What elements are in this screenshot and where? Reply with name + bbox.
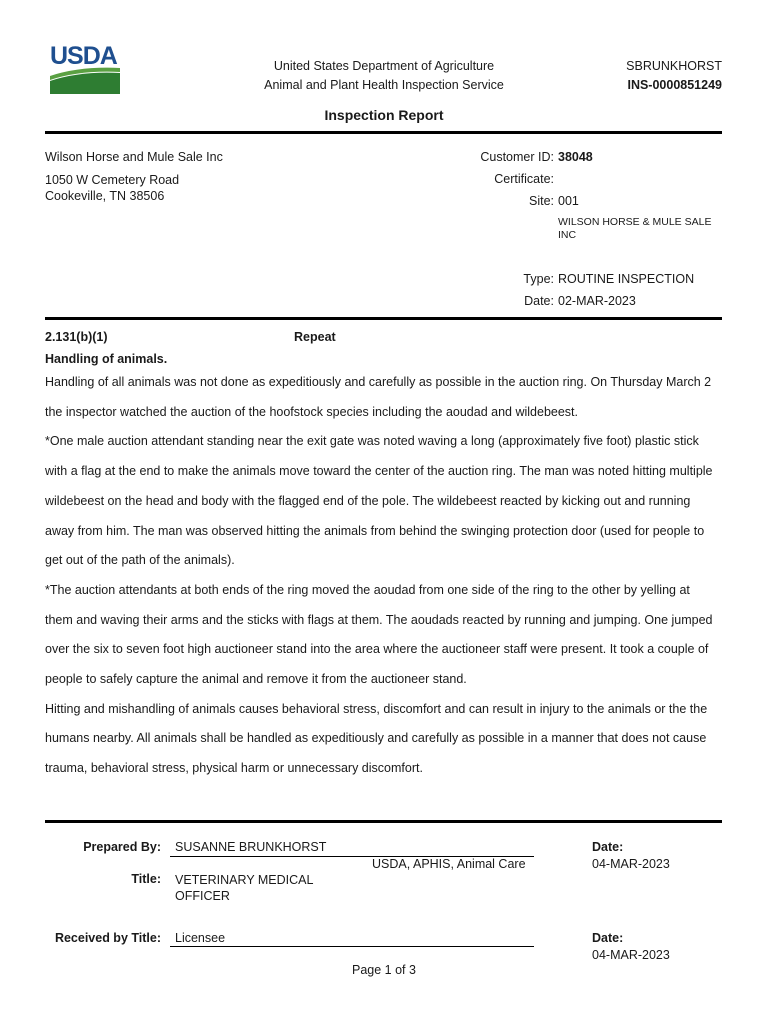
usda-logo-text: USDA <box>50 42 117 70</box>
header-divider <box>45 131 722 134</box>
narrative-line: *The auction attendants at both ends of the ring moved the aoudad from one side of the ring to the other by yelling at <box>45 582 690 597</box>
report-title: Inspection Report <box>324 107 444 123</box>
received-by-underline <box>170 946 534 947</box>
prepared-by-label: Prepared By: <box>83 840 161 854</box>
prepared-date-label: Date: <box>592 840 624 854</box>
report-id-block <box>560 57 722 95</box>
inspection-number: INS-0000851249 <box>627 78 722 92</box>
narrative-line: Hitting and mishandling of animals causes behavioral stress, discomfort and can result in injury to the animals or the the <box>45 701 708 716</box>
meta-divider <box>45 317 722 320</box>
facility-name: Wilson Horse and Mule Sale Inc <box>45 150 223 164</box>
narrative-line: humans nearby. All animals shall be handled as expeditiously and carefully as possible in a manner that does not cause <box>45 731 707 746</box>
user-id: SBRUNKHORST <box>626 59 722 73</box>
citation-title: Handling of animals. <box>45 352 168 366</box>
usda-logo <box>50 44 120 94</box>
prepared-date: 04-MAR-2023 <box>592 857 670 871</box>
received-date-label: Date: <box>592 931 624 945</box>
site-label: Site: <box>528 194 554 208</box>
received-by-value: Licensee <box>175 931 226 945</box>
agency-service: Animal and Plant Health Inspection Service <box>264 78 504 92</box>
title-label: Title: <box>131 872 161 886</box>
officer-title-line1: VETERINARY MEDICAL <box>175 873 314 887</box>
prepared-by-name: SUSANNE BRUNKHORST <box>175 840 327 854</box>
officer-title-line2: OFFICER <box>175 889 230 903</box>
officer-title <box>175 872 313 904</box>
narrative-line: away from him. The man was observed hitting the animals from behind the swinging protection door (used for people to <box>45 523 705 538</box>
inspection-date: 02-MAR-2023 <box>558 294 636 308</box>
footer-divider <box>45 820 722 823</box>
narrative-line: trauma, behavioral stress, physical harm or unnecessary discomfort. <box>45 761 423 776</box>
page-number: Page 1 of 3 <box>352 963 416 977</box>
narrative-line: over the six to seven foot high auctioneer stand into the area where the auctioneer staff were present. It took a couple of <box>45 642 709 657</box>
narrative-line: Handling of all animals was not done as expeditiously and carefully as possible in the auction ring. On Thursday March 2 <box>45 375 712 389</box>
facility-address <box>45 172 179 204</box>
narrative-line: with a flag at the end to make the animals move toward the center of the auction ring. The man was noted hitting multiple <box>45 464 713 479</box>
received-by-label: Received by Title: <box>54 931 161 945</box>
date-label: Date: <box>524 294 554 308</box>
inspection-type: ROUTINE INSPECTION <box>558 272 695 286</box>
narrative-line: wildebeest on the head and body with the flagged end of the pole. The wildebeest reacted by kicking out and running <box>45 493 691 508</box>
narrative-line: *One male auction attendant standing near the exit gate was noted waving a long (approximately five foot) plastic stick <box>45 434 699 449</box>
site-name: WILSON HORSE & MULE SALE INC <box>558 216 712 241</box>
citation-code: 2.131(b)(1) <box>45 330 108 344</box>
facility-address-line1: 1050 W Cemetery Road <box>45 173 180 187</box>
citation-status: Repeat <box>294 330 336 344</box>
customer-id-label: Customer ID: <box>480 150 554 164</box>
facility-address-line2: Cookeville, TN 38506 <box>45 189 165 203</box>
customer-id-value: 38048 <box>558 150 593 164</box>
certificate-label: Certificate: <box>494 172 554 186</box>
agency-header <box>234 57 534 95</box>
narrative-line: the inspector watched the auction of the hoofstock species including the aoudad and wildebeest. <box>45 404 578 419</box>
usda-field-icon <box>50 64 120 94</box>
citation-narrative <box>45 368 735 784</box>
narrative-line: get out of the path of the animals). <box>45 553 235 568</box>
type-label: Type: <box>523 272 554 286</box>
narrative-line: them and waving their arms and the sticks with flags at them. The aoudads reacted by running and jumping. One jumped <box>45 612 713 627</box>
site-number: 001 <box>558 194 579 208</box>
prepared-by-organization: USDA, APHIS, Animal Care <box>372 857 526 871</box>
narrative-line: people to safely capture the animal and remove it from the auctioneer stand. <box>45 672 467 687</box>
agency-name: United States Department of Agriculture <box>273 59 495 73</box>
received-date: 04-MAR-2023 <box>592 948 670 962</box>
